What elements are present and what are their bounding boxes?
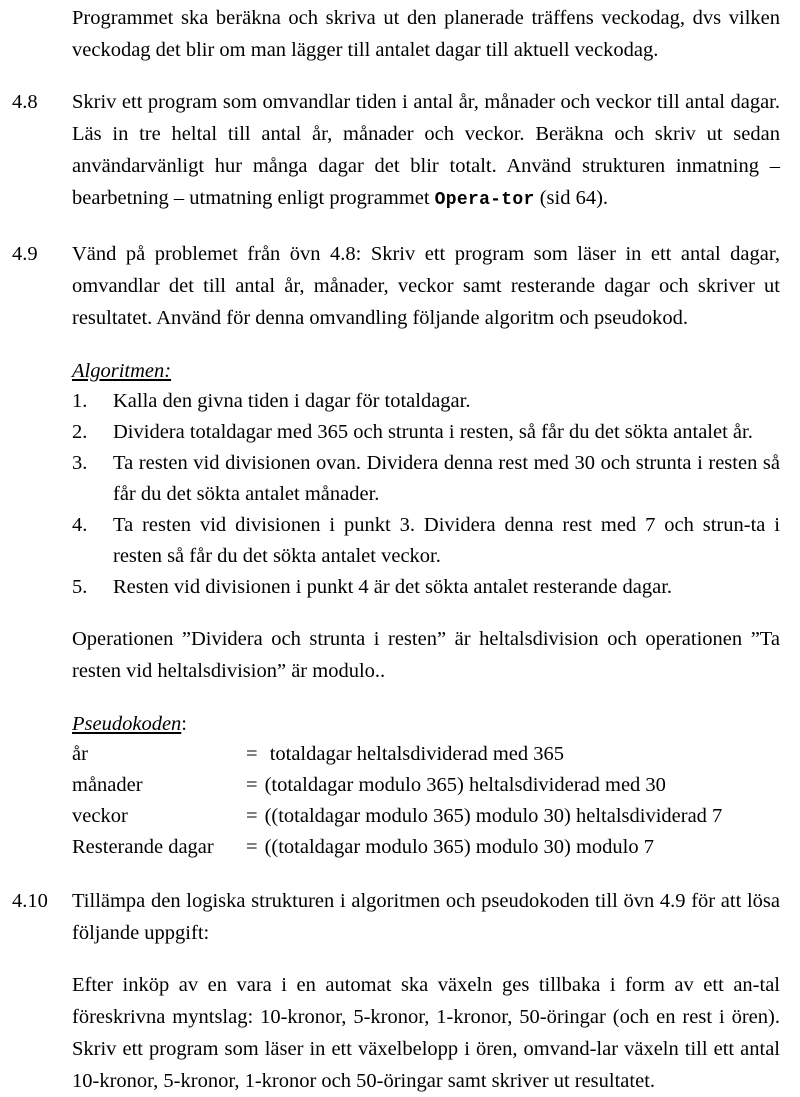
exercise-body-4-8 bbox=[72, 86, 780, 216]
pseudocode-equals: = bbox=[246, 836, 258, 858]
pseudocode-equals: = bbox=[246, 774, 258, 796]
list-item-text: Kalla den givna tiden i dagar för totaldagar. bbox=[113, 390, 471, 412]
pseudocode-label: månader bbox=[72, 774, 143, 796]
list-item-marker: 4. bbox=[72, 514, 88, 536]
list-item-text: Resten vid divisionen i punkt 4 är det sökta antalet resterande dagar. bbox=[113, 576, 673, 598]
exercise-4-8-paragraph bbox=[72, 86, 780, 216]
list-item bbox=[72, 510, 780, 572]
algorithm-block bbox=[72, 356, 780, 603]
list-item-text: Ta resten vid divisionen ovan. Dividera denna rest med 30 och strunta i resten så får du det sökta antalet månader. bbox=[113, 452, 780, 505]
list-item-marker: 3. bbox=[72, 452, 88, 474]
intro-paragraph-block bbox=[72, 0, 780, 66]
pseudocode-expression: ((totaldagar modulo 365) modulo 30) heltalsdividerad 7 bbox=[264, 805, 723, 827]
table-row bbox=[72, 770, 722, 801]
exercise-4-9-paragraph: Vänd på problemet från övn 4.8: Skriv ett program som läser in ett antal dagar, omvandlar det till antal år, månader, veckor samt resterande dagar och skriver ut resultatet. Använd för denna omvandling följande algoritm och pseudokod. bbox=[72, 243, 780, 329]
pseudocode-heading bbox=[72, 709, 780, 739]
list-item bbox=[72, 417, 780, 448]
algorithm-list bbox=[72, 386, 780, 603]
pseudocode-expression: totaldagar heltalsdividerad med 365 bbox=[264, 743, 564, 765]
exercise-body-4-10 bbox=[72, 885, 780, 1097]
list-item-text: Ta resten vid divisionen i punkt 3. Dividera denna rest med 7 och strun-ta i resten så får du det sökta antalet veckor. bbox=[113, 514, 780, 567]
exercise-4-10-paragraph-2: Efter inköp av en vara i en automat ska växeln ges tillbaka i form av ett an-tal föreskrivna myntslag: 10-kronor, 5-kronor, 1-kronor, 50-öringar (och en rest i ören). Skriv ett program som läser in ett växelbelopp i ören, omvand-lar växeln till ett antal 10-kronor, 5-kronor, 1-kronor och 50-öringar samt skriver ut resultatet. bbox=[72, 974, 780, 1092]
pseudocode-expression: (totaldagar modulo 365) heltalsdividerad med 30 bbox=[264, 774, 666, 796]
list-item bbox=[72, 572, 780, 603]
pseudocode-label: år bbox=[72, 743, 88, 765]
table-row bbox=[72, 832, 722, 863]
algorithm-heading: Algoritmen: bbox=[72, 360, 172, 382]
exercise-4-8 bbox=[12, 86, 780, 216]
list-item bbox=[72, 386, 780, 417]
exercise-4-8-text-before-mono: Skriv ett program som omvandlar tiden i antal år, månader och veckor till antal dagar. Läs in tre heltal till antal år, månader och veckor. Beräkna och skriv ut sedan användarvänligt hur många dagar det blir totalt. Använd strukturen inmatning – bearbetning – utmatning enligt programmet bbox=[72, 91, 780, 209]
exercise-4-9 bbox=[12, 238, 780, 863]
program-name-mono-part-2: tor bbox=[501, 190, 535, 210]
pseudocode-table bbox=[72, 739, 722, 863]
program-name-mono-part-1: Opera- bbox=[434, 190, 502, 210]
exercise-4-10 bbox=[12, 885, 780, 1097]
exercise-number-4-9: 4.9 bbox=[12, 243, 38, 265]
list-item-marker: 2. bbox=[72, 421, 88, 443]
exercise-4-8-text-after-mono: (sid 64). bbox=[534, 187, 609, 209]
list-item-marker: 1. bbox=[72, 390, 88, 412]
pseudocode-label: veckor bbox=[72, 805, 128, 827]
pseudocode-expression: ((totaldagar modulo 365) modulo 30) modulo 7 bbox=[264, 836, 655, 858]
intro-paragraph: Programmet ska beräkna och skriva ut den planerade träffens veckodag, dvs vilken veckodag det blir om man lägger till antalet dagar till aktuell veckodag. bbox=[72, 7, 780, 61]
pseudocode-equals: = bbox=[246, 805, 258, 827]
pseudocode-block bbox=[72, 709, 780, 863]
list-item-text: Dividera totaldagar med 365 och strunta i resten, så får du det sökta antalet år. bbox=[113, 421, 753, 443]
list-item bbox=[72, 448, 780, 510]
pseudocode-label: Resterande dagar bbox=[72, 836, 214, 858]
pseudocode-equals: = bbox=[246, 743, 258, 765]
exercise-body-4-9 bbox=[72, 238, 780, 863]
list-item-marker: 5. bbox=[72, 576, 88, 598]
exercise-4-10-paragraph-1: Tillämpa den logiska strukturen i algoritmen och pseudokoden till övn 4.9 för att lösa följande uppgift: bbox=[72, 890, 780, 944]
exercise-number-4-10: 4.10 bbox=[12, 890, 48, 912]
table-row bbox=[72, 801, 722, 832]
table-row bbox=[72, 739, 722, 770]
operations-note-paragraph: Operationen ”Dividera och strunta i resten” är heltalsdivision och operationen ”Ta resten vid heltalsdivision” är modulo.. bbox=[72, 628, 780, 682]
pseudocode-heading-word: Pseudokoden bbox=[72, 713, 182, 735]
exercise-number-4-8: 4.8 bbox=[12, 91, 38, 113]
pseudocode-heading-colon: : bbox=[181, 713, 187, 735]
